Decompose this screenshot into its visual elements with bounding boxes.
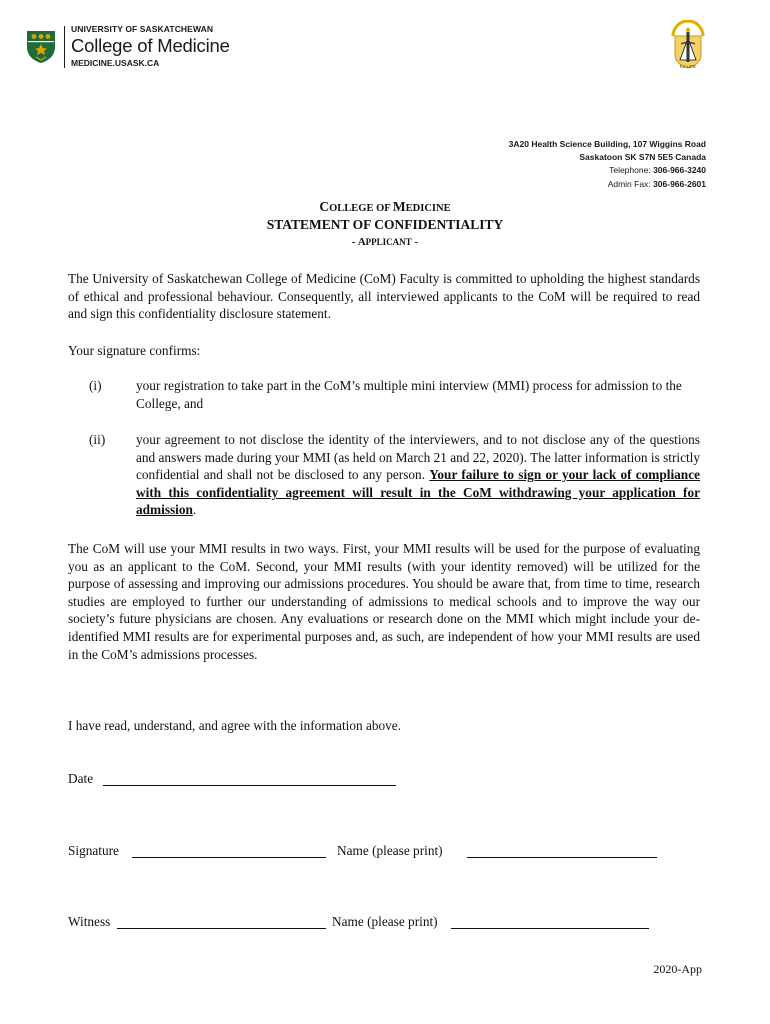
date-field[interactable] bbox=[103, 773, 396, 786]
college-website: MEDICINE.USASK.CA bbox=[71, 58, 160, 68]
witness-label: Witness bbox=[68, 914, 111, 929]
list-item-number: (i) bbox=[89, 378, 102, 393]
list-item-text: your registration to take part in the CoM’s multiple mini interview (MMI) process for admission to the College, and bbox=[136, 378, 682, 411]
confirms-heading: Your signature confirms: bbox=[68, 343, 201, 358]
signature-label: Signature bbox=[68, 843, 119, 858]
telephone-label: Telephone: bbox=[609, 165, 651, 176]
college-logo bbox=[71, 24, 230, 69]
fax-number: 306-966-2601 bbox=[653, 178, 706, 189]
witness-name-field[interactable] bbox=[451, 916, 649, 929]
list-item-text: your agreement to not disclose the identity of the interviewers, and to not disclose any of the questions and answers made during your MMI (as held on March 21 and 22, 2020). The latter information is strictly confidential and shall not be disclosed to any person. Your failure to sign or your lack of compliance with this confidentiality agreement will result in the CoM withdrawing your application for admission. bbox=[136, 432, 701, 518]
document-subtitle: STATEMENT OF CONFIDENTIALITY bbox=[266, 217, 504, 232]
logo-divider bbox=[64, 26, 65, 68]
warning-emphasis: Your failure to sign or your lack of compliance with this confidentiality agreement will result in the CoM withdrawing your application for admission bbox=[136, 467, 701, 518]
document-audience: - APPLICANT - bbox=[351, 236, 419, 248]
agreement-statement: I have read, understand, and agree with the information above. bbox=[68, 718, 402, 733]
witness-field[interactable] bbox=[117, 916, 326, 929]
address-line-1: 3A20 Health Science Building, 107 Wiggins Road bbox=[508, 139, 706, 149]
university-crest-icon bbox=[26, 30, 56, 64]
results-paragraph: The CoM will use your MMI results in two ways. First, your MMI results will be used for the purpose of evaluating you as an applicant to the CoM. Second, your MMI results (with your identity removed) will be utilized for the purpose of assessing and improving our admissions procedures. You should be aware that, from time to time, research studies are employed to further our understanding of admissions to medical schools and to improve the way our society’s future physicians are chosen. Any evaluations or research done on the MMI which might include your de-identified MMI results are for experimental purposes and, as such, are independent of how your MMI results are used in the CoM’s admissions processes. bbox=[68, 541, 700, 662]
signature-field[interactable] bbox=[132, 845, 326, 858]
college-seal-icon bbox=[667, 20, 709, 74]
seal-caption: for LIFE bbox=[679, 64, 696, 69]
intro-paragraph: The University of Saskatchewan College of Medicine (CoM) Faculty is committed to upholding the highest standards of ethical and professional behaviour. Consequently, all interviewed applicants to the CoM will be required to read and sign this confidentiality disclosure statement. bbox=[68, 271, 700, 322]
document-code: 2020-App bbox=[653, 962, 702, 976]
document-title: COLLEGE OF MEDICINE bbox=[319, 199, 451, 214]
university-name: UNIVERSITY OF SASKATCHEWAN bbox=[71, 24, 214, 34]
college-name: College of Medicine bbox=[71, 35, 230, 56]
address-line-2: Saskatoon SK S7N 5E5 Canada bbox=[579, 152, 706, 163]
witness-name-label: Name (please print) bbox=[332, 914, 438, 929]
address-block bbox=[509, 138, 706, 191]
telephone-number: 306-966-3240 bbox=[653, 165, 706, 176]
date-label: Date bbox=[68, 771, 94, 786]
fax-label: Admin Fax: bbox=[607, 178, 651, 189]
list-item-number: (ii) bbox=[89, 432, 106, 447]
name-label: Name (please print) bbox=[337, 843, 443, 858]
name-field[interactable] bbox=[467, 845, 657, 858]
